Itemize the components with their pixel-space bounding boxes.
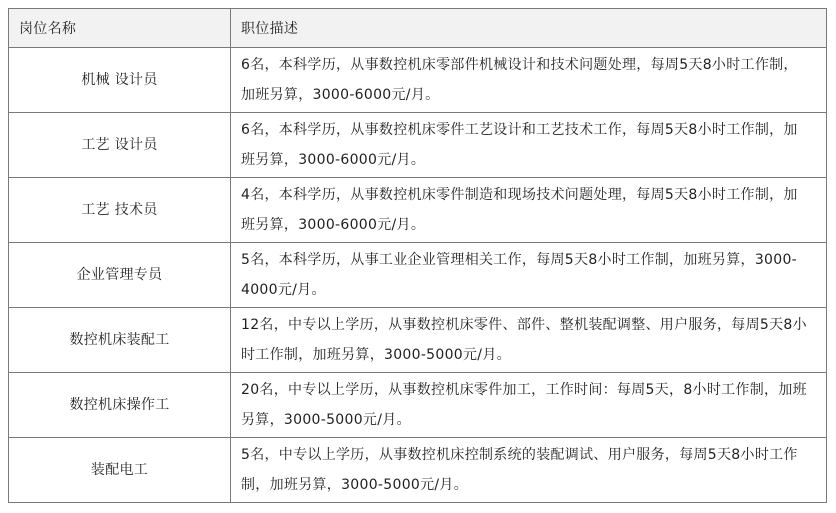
job-desc-cell: 4名，本科学历，从事数控机床零件制造和现场技术问题处理，每周5天8小时工作制，加班另算，3000-6000元/月。 [231, 178, 827, 243]
job-title-cell: 数控机床操作工 [9, 373, 231, 438]
job-title-cell: 企业管理专员 [9, 243, 231, 308]
job-desc-cell: 6名，本科学历，从事数控机床零部件机械设计和技术问题处理，每周5天8小时工作制，加班另算，3000-6000元/月。 [231, 48, 827, 113]
table-row [9, 243, 827, 308]
job-title-cell: 装配电工 [9, 438, 231, 503]
table-header-row [9, 9, 827, 48]
table-row [9, 373, 827, 438]
table-row [9, 438, 827, 503]
job-table [8, 8, 827, 503]
table-row [9, 48, 827, 113]
job-desc-cell: 20名，中专以上学历，从事数控机床零件加工，工作时间：每周5天，8小时工作制，加班另算，3000-5000元/月。 [231, 373, 827, 438]
job-desc-cell: 12名，中专以上学历，从事数控机床零件、部件、整机装配调整、用户服务，每周5天8小时工作制，加班另算，3000-5000元/月。 [231, 308, 827, 373]
job-title-cell: 工艺 技术员 [9, 178, 231, 243]
job-title-cell: 机械 设计员 [9, 48, 231, 113]
table-row [9, 308, 827, 373]
header-title-col: 岗位名称 [9, 9, 231, 48]
table-row [9, 113, 827, 178]
table-row [9, 178, 827, 243]
job-desc-cell: 5名，中专以上学历，从事数控机床控制系统的装配调试、用户服务，每周5天8小时工作制，加班另算，3000-5000元/月。 [231, 438, 827, 503]
job-title-cell: 工艺 设计员 [9, 113, 231, 178]
job-desc-cell: 6名，本科学历，从事数控机床零件工艺设计和工艺技术工作，每周5天8小时工作制，加班另算，3000-6000元/月。 [231, 113, 827, 178]
job-title-cell: 数控机床装配工 [9, 308, 231, 373]
header-desc-col: 职位描述 [231, 9, 827, 48]
job-desc-cell: 5名，本科学历，从事工业企业管理相关工作，每周5天8小时工作制，加班另算，3000-4000元/月。 [231, 243, 827, 308]
